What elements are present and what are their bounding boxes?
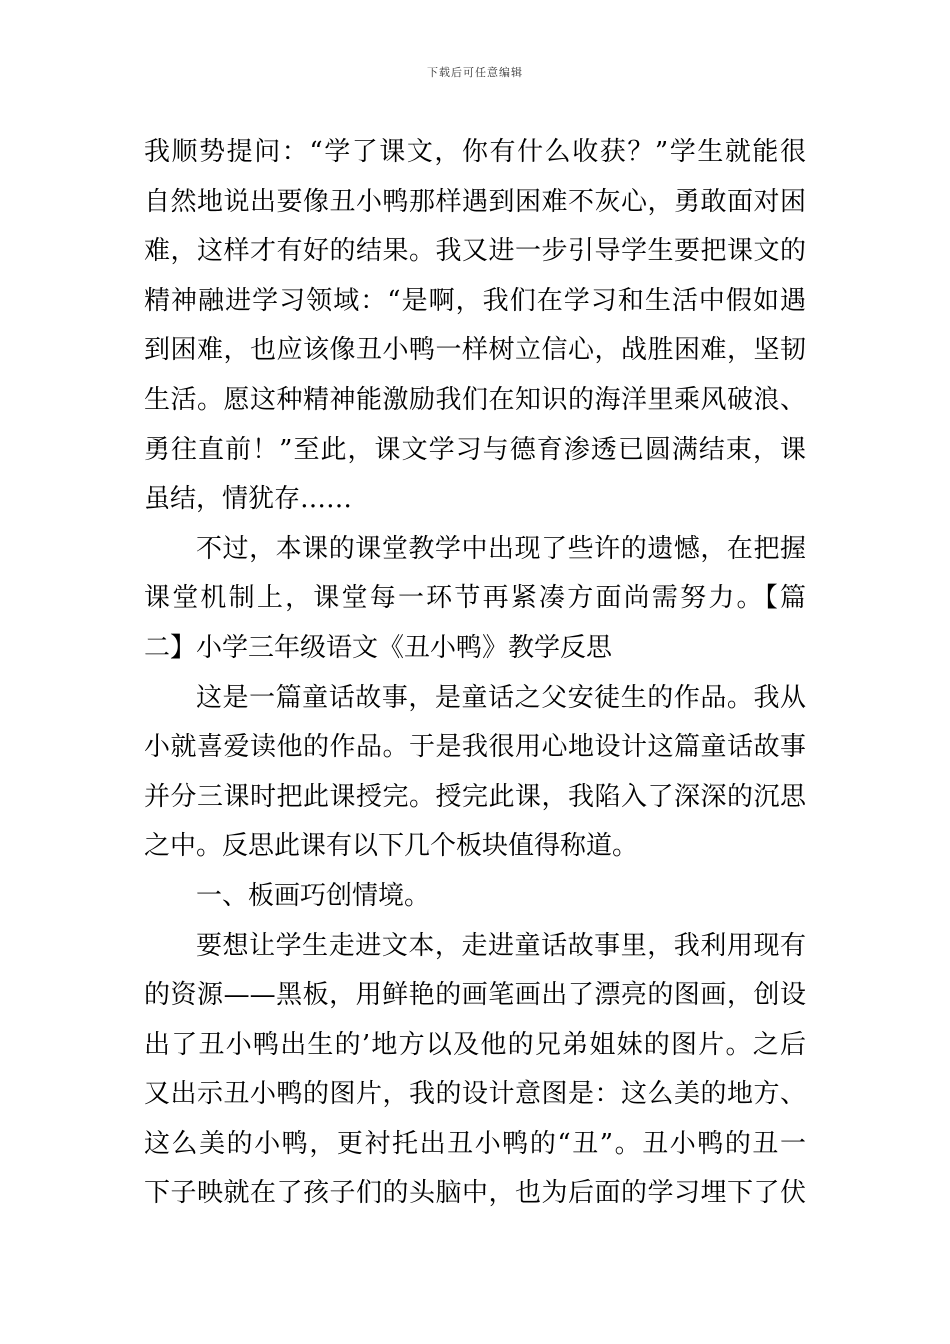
text-line: 到困难，也应该像丑小鸭一样树立信心，战胜困难，坚韧 xyxy=(144,335,806,366)
text-line: 这么美的小鸭，更衬托出丑小鸭的“丑”。丑小鸭的丑一 xyxy=(144,1128,806,1159)
text-line: 生活。愿这种精神能激励我们在知识的海洋里乘风破浪、 xyxy=(144,384,806,415)
text-line: 精神融进学习领域：“是啊，我们在学习和生活中假如遇 xyxy=(144,285,806,316)
document-body xyxy=(144,128,806,1219)
text-line: 小就喜爱读他的作品。于是我很用心地设计这篇童话故事 xyxy=(144,732,806,763)
text-line: 课堂机制上，课堂每一环节再紧凑方面尚需努力。【篇 xyxy=(144,583,806,614)
text-line: 又出示丑小鸭的图片，我的设计意图是：这么美的地方、 xyxy=(144,1079,806,1110)
text-line: 虽结，情犹存…… xyxy=(144,484,353,515)
text-line: 二】小学三年级语文《丑小鸭》教学反思 xyxy=(144,632,613,663)
text-line: 难，这样才有好的结果。我又进一步引导学生要把课文的 xyxy=(144,236,806,267)
text-line: 我顺势提问：“学了课文，你有什么收获？”学生就能很 xyxy=(144,137,806,167)
text-line: 这是一篇童话故事，是童话之父安徒生的作品。我从 xyxy=(196,682,806,713)
text-line: 之中。反思此课有以下几个板块值得称道。 xyxy=(144,831,639,862)
text-line: 的资源——黑板，用鲜艳的画笔画出了漂亮的图画，创设 xyxy=(144,980,806,1011)
page-header: 下载后可任意编辑 xyxy=(427,66,523,79)
text-line: 下子映就在了孩子们的头脑中，也为后面的学习埋下了伏 xyxy=(144,1178,806,1209)
text-line: 一、板画巧创情境。 xyxy=(196,880,431,911)
text-line: 出了丑小鸭出生的’地方以及他的兄弟姐妹的图片。之后 xyxy=(144,1029,806,1060)
text-line: 要想让学生走进文本，走进童话故事里，我利用现有 xyxy=(196,930,806,961)
text-line: 并分三课时把此课授完。授完此课，我陷入了深深的沉思 xyxy=(144,781,806,812)
text-line: 不过，本课的课堂教学中出现了些许的遗憾，在把握 xyxy=(196,533,806,564)
text-line: 自然地说出要像丑小鸭那样遇到困难不灰心，勇敢面对困 xyxy=(144,186,806,217)
text-line: 勇往直前！”至此，课文学习与德育渗透已圆满结束，课 xyxy=(144,434,806,465)
